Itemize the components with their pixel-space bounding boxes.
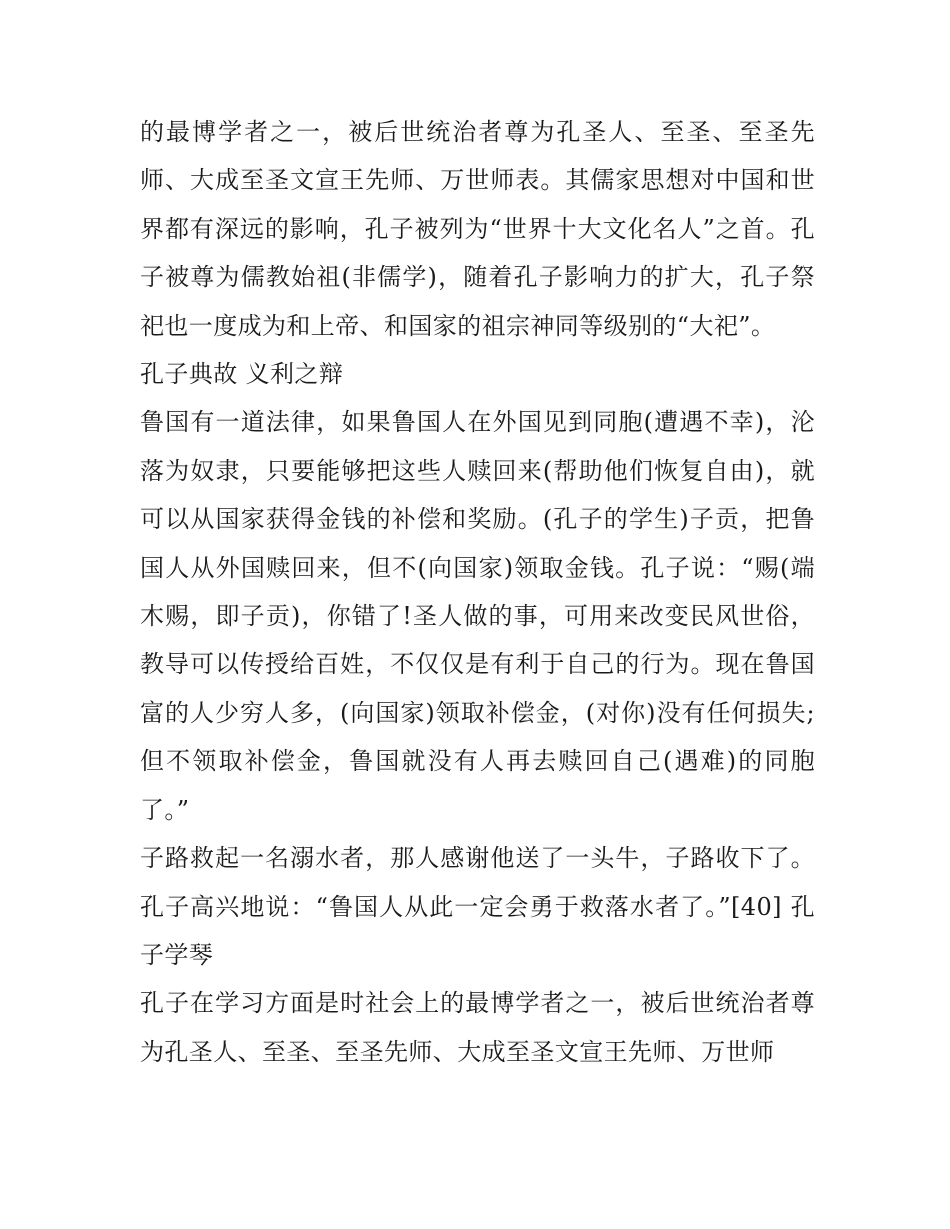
section-heading-yili: 孔子典故 义利之辩 [140,360,344,389]
paragraph-confucius-honors: 的最博学者之一，被后世统治者尊为孔圣人、至圣、至圣先师、大成至圣文宣王先师、万世师表。其儒家思想对中国和世界都有深远的影响，孔子被列为“世界十大文化名人”之首。孔子被尊为儒教始祖(非儒学)，随着孔子影响力的扩大，孔子祭祀也一度成为和上帝、和国家的祖宗神同等级别的“大祀”。 [140,118,815,340]
document-body [140,108,815,1076]
paragraph-zigong-ransom: 鲁国有一道法律，如果鲁国人在外国见到同胞(遭遇不幸)，沦落为奴隶，只要能够把这些人赎回来(帮助他们恢复自由)，就可以从国家获得金钱的补偿和奖励。(孔子的学生)子贡，把鲁国人从外国赎回来，但不(向国家)领取金钱。孔子说：“赐(端木赐，即子贡)，你错了!圣人做的事，可用来改变民风世俗，教导可以传授给百姓，不仅仅是有利于自己的行为。现在鲁国富的人少穷人多，(向国家)领取补偿金，(对你)没有任何损失;但不领取补偿金，鲁国就没有人再去赎回自己(遇难)的同胞了。” [140,408,815,824]
paragraph-zilu-rescue: 子路救起一名溺水者，那人感谢他送了一头牛，子路收下了。孔子高兴地说：“鲁国人从此一定会勇于救落水者了。”[40] 孔子学琴 [140,844,815,969]
paragraph-confucius-learning: 孔子在学习方面是时社会上的最博学者之一，被后世统治者尊为孔圣人、至圣、至圣先师、大成至圣文宣王先师、万世师 [140,989,815,1066]
